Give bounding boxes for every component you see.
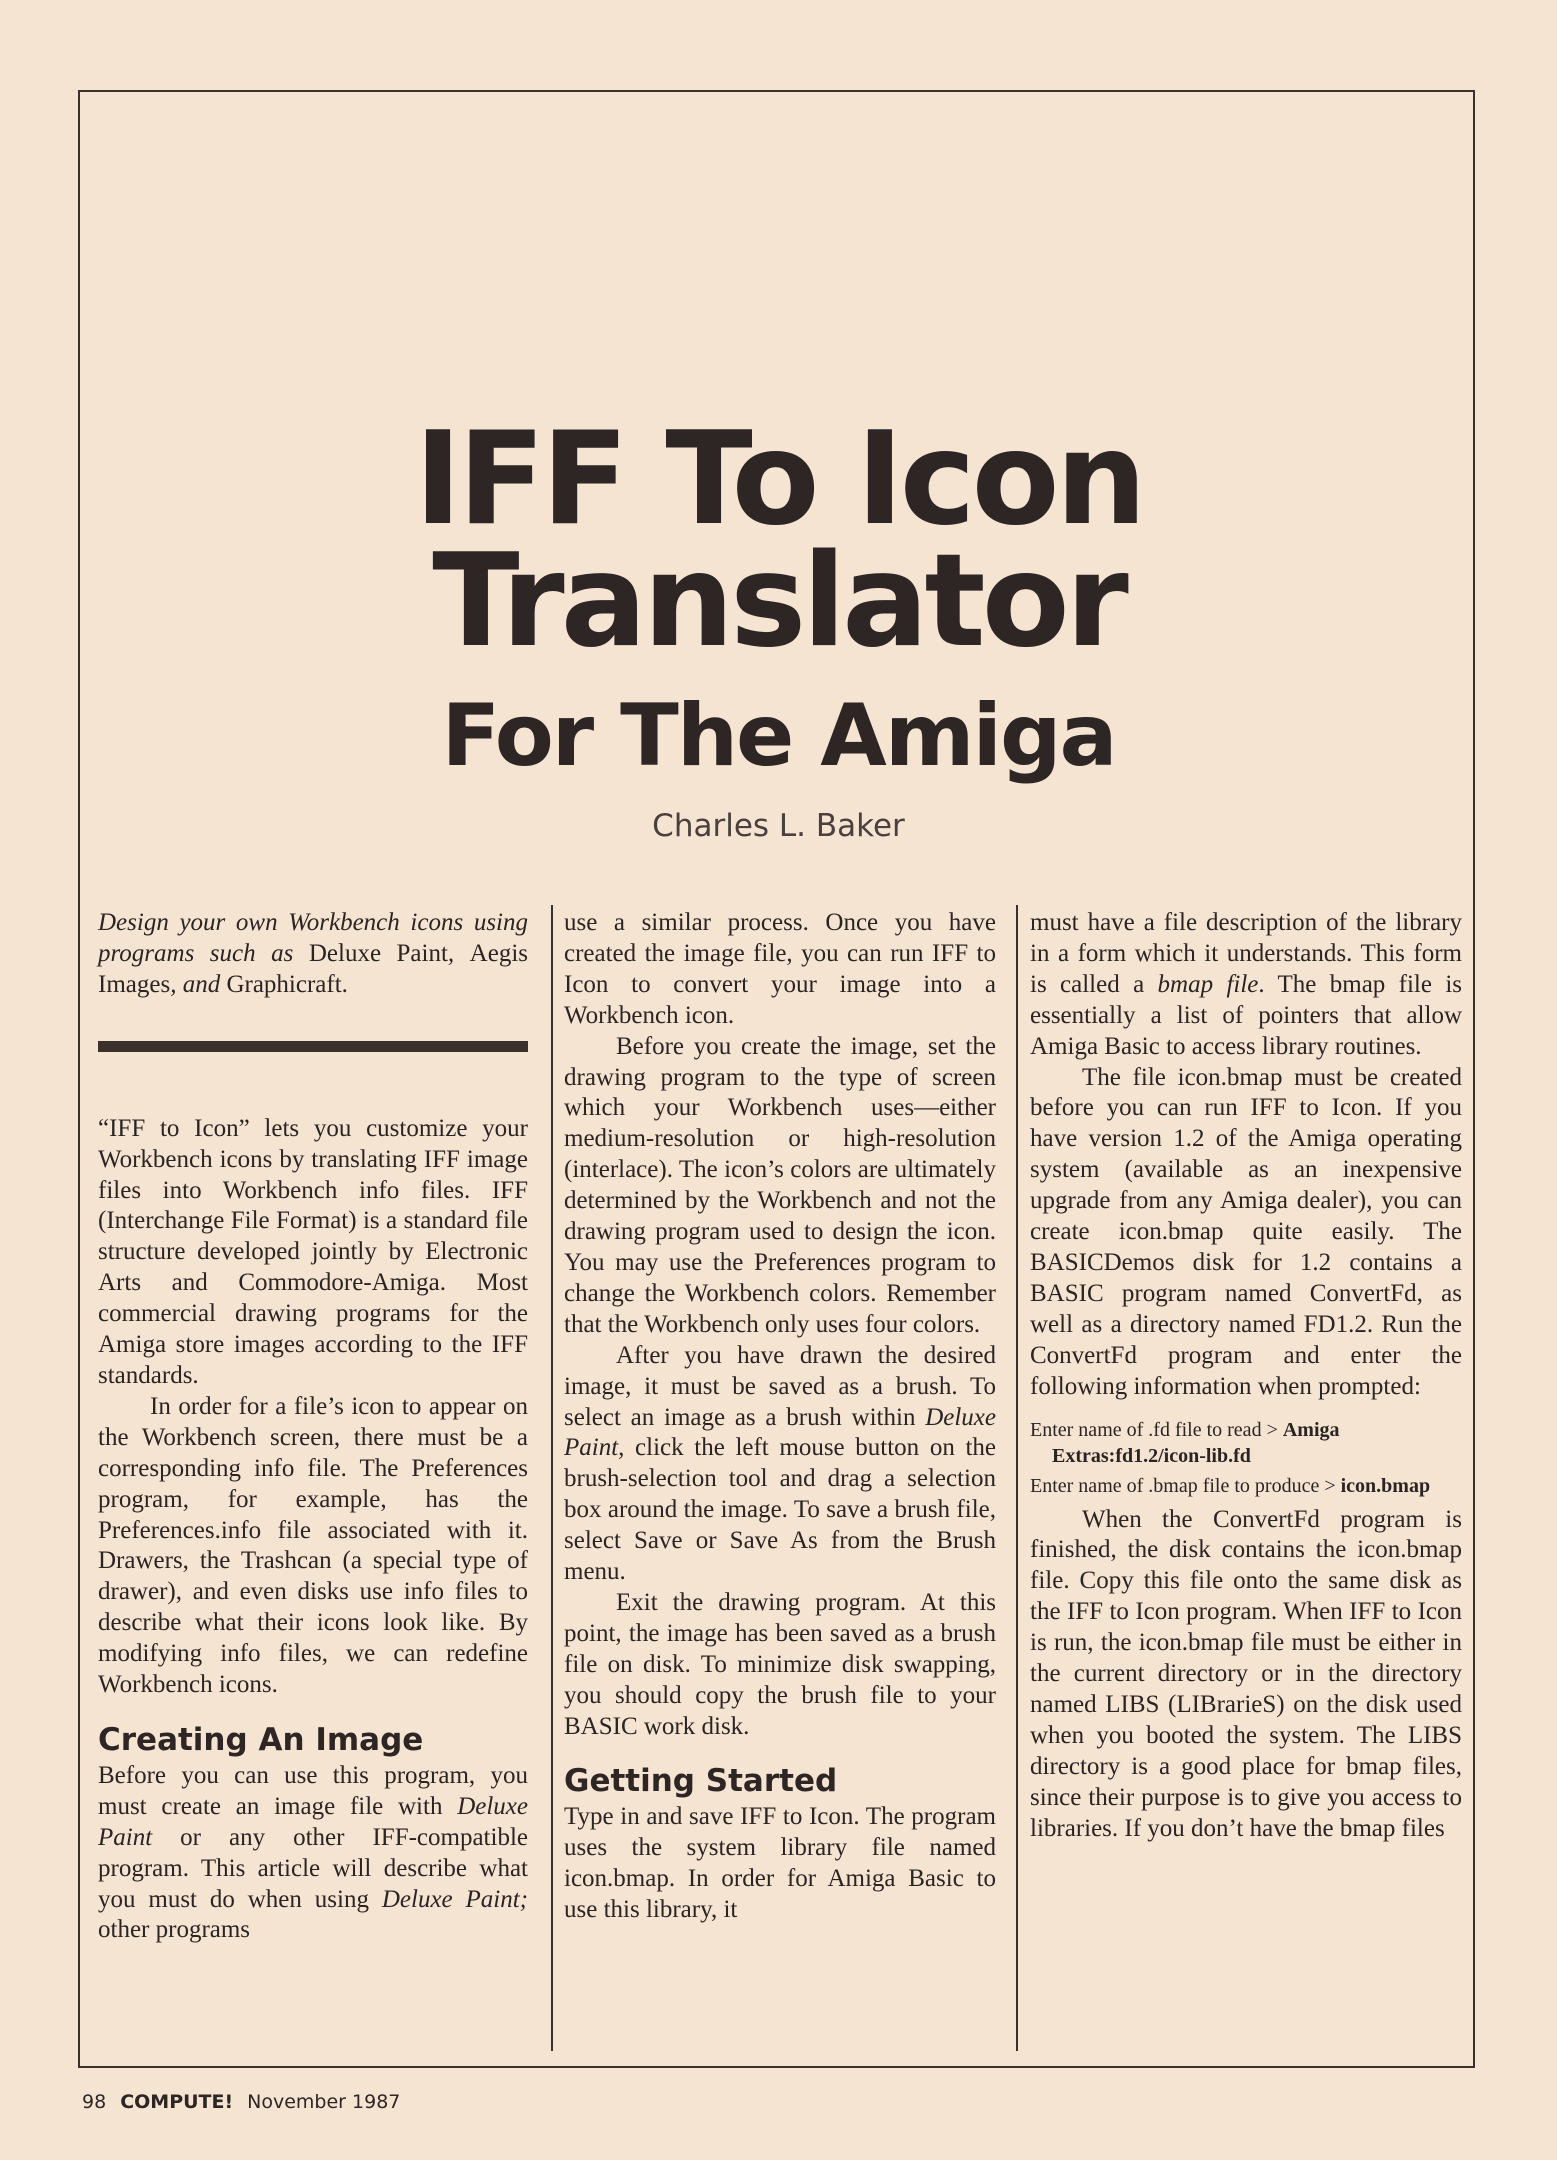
- subtitle: For The Amiga: [441, 686, 1116, 786]
- paragraph: [564, 1341, 996, 1588]
- intro-aegis-images: Aegis Images: [98, 939, 528, 998]
- column-divider-2: [1016, 905, 1018, 2051]
- byline: Charles L. Baker: [652, 808, 905, 844]
- paragraph: Type in and save IFF to Icon. The program uses the system library file named icon.bmap. In order for Amiga Basic to use this library, it: [564, 1803, 996, 1924]
- page-footer: [82, 2090, 414, 2114]
- paragraph: The file icon.bmap must be created before you can run IFF to Icon. If you have version 1.2 of the Amiga operating system (available as an inexpensive upgrade from any Amiga dealer), you can create icon.bmap quite easily. The BASICDemos disk for 1.2 contains a BASIC program named ConvertFd, as well as a directory named FD1.2. Run the ConvertFd program and enter the following information when prompted:: [1030, 1063, 1462, 1400]
- column-3: [1030, 908, 1462, 1844]
- text: other programs: [98, 1916, 251, 1944]
- intro-text: Design your own Workbench icons using programs such as: [98, 909, 528, 967]
- paragraph: “IFF to Icon” lets you customize your Workbench icons by translating IFF image files into Workbench info files. IFF (Interchange File Format) is a standard file structure developed jointly by Electronic Arts and Commodore-Amiga. Most commercial drawing programs for the Amiga store images according to the IFF standards.: [98, 1114, 528, 1389]
- intro-divider: [98, 1041, 528, 1052]
- intro-and: , and: [170, 970, 227, 998]
- issue-date: November 1987: [247, 2091, 401, 2113]
- paragraph: Exit the drawing program. At this point, the image has been saved as a brush file on disk. To minimize disk swapping, you should copy the brush file to your BASIC work disk.: [564, 1588, 996, 1740]
- title-line-1: IFF To Icon: [414, 405, 1143, 554]
- code-value: Amiga Extras:fd1.2/icon-lib.fd: [1052, 1418, 1340, 1467]
- column-2: [564, 908, 996, 1926]
- code-line: [1030, 1417, 1462, 1469]
- code-prompt: Enter name of .bmap file to produce >: [1030, 1474, 1341, 1497]
- paragraph: In order for a file’s icon to appear on the Workbench screen, there must be a corresponding info file. The Preferences program, for example, has the Preferences.info file associated with it. Drawers, the Trashcan (a special type of drawer), and even disks use info files to describe what their icons look like. By modifying info files, we can redefine Workbench icons.: [98, 1392, 528, 1699]
- code-prompts: [1030, 1417, 1462, 1499]
- text: Before you can use this program, you must create an image file with: [98, 1761, 528, 1820]
- intro-end: .: [341, 970, 348, 998]
- paragraph: Before you create the image, set the drawing program to the type of screen which your Workbench uses—either medium-resolution or high-resolution (interlace). The icon’s colors are ultimately determined by the Workbench and not the drawing program used to design the icon. You may use the Preferences program to change the Workbench colors. Remember that the Workbench only uses four colors.: [564, 1032, 996, 1338]
- heading-getting-started: Getting Started: [564, 1763, 838, 1800]
- intro-separator: ,: [447, 939, 470, 967]
- page-number: 98: [82, 2091, 107, 2113]
- text: After you have drawn the desired image, it must be saved as a brush. To select an image as a brush within: [564, 1341, 996, 1431]
- paragraph: [1030, 908, 1462, 1063]
- title-line-2: Translator: [432, 527, 1125, 676]
- paragraph: When the ConvertFd program is finished, the disk contains the icon.bmap file. Copy this file onto the same disk as the IFF to Icon program. When IFF to Icon is run, the icon.bmap file must be either in the current directory or in the directory named LIBS (LIBrarieS) on the disk used when you booted the system. The LIBS directory is a good place for bmap files, since their purpose is to give you access to libraries. If you don’t have the bmap files: [1030, 1505, 1462, 1842]
- paragraph: [98, 1761, 528, 1946]
- paragraph: use a similar process. Once you have created the image file, you can run IFF to Icon to convert your image into a Workbench icon.: [564, 909, 996, 1029]
- italic-term: bmap file: [1157, 970, 1259, 998]
- text: click the left mouse button on the brush-selection tool and drag a selection box around the image. To save a brush file, select Save or Save As from the Brush menu.: [564, 1434, 996, 1586]
- magazine-name: COMPUTE!: [120, 2091, 234, 2113]
- italic-title: Deluxe Paint,: [564, 1403, 996, 1462]
- column-divider-1: [551, 905, 553, 2051]
- intro-deluxe-paint: Deluxe Paint: [308, 939, 448, 967]
- intro-graphicraft: Graphicraft: [226, 970, 342, 998]
- code-line: [1030, 1473, 1462, 1499]
- heading-creating-an-image: Creating An Image: [98, 1721, 424, 1758]
- column-1: [98, 908, 528, 1946]
- italic-title: Deluxe Paint: [98, 1792, 528, 1851]
- code-prompt: Enter name of .fd file to read >: [1030, 1418, 1283, 1441]
- italic-title: Deluxe Paint;: [381, 1885, 528, 1913]
- code-value: icon.bmap: [1340, 1474, 1431, 1497]
- text: must have a file description of the library in a form which it understands. This form is called a: [1030, 909, 1462, 998]
- intro-blurb: [98, 908, 528, 1001]
- text: or any other IFF-compatible program. This article will describe what you must do when using: [98, 1823, 528, 1913]
- text: . The bmap file is essentially a list of pointers that allow Amiga Basic to access library routines.: [1030, 970, 1462, 1060]
